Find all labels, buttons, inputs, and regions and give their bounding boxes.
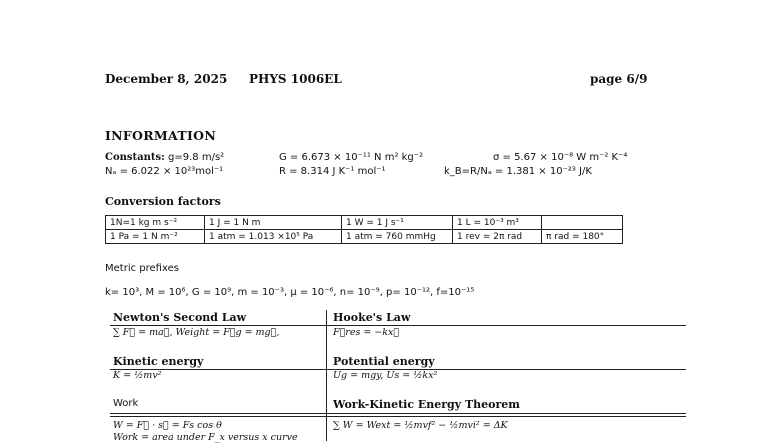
conversion-title: Conversion factors [105, 195, 221, 208]
work-equation: W = F⃗ · s⃗ = Fs cos θ [113, 420, 222, 431]
newton-title: Newton's Second Law [113, 311, 247, 324]
constant-G: G = 6.673 × 10⁻¹¹ N m² kg⁻² [279, 152, 424, 163]
constants-label: Constants: [105, 152, 165, 163]
table-cell: 1 atm = 760 mmHg [342, 230, 453, 244]
hooke-title: Hooke's Law [333, 311, 411, 324]
newton-equation: ∑ F⃗ = ma⃗, Weight = F⃗g = mg⃗, [113, 327, 280, 338]
constant-R: R = 8.314 J K⁻¹ mol⁻¹ [279, 166, 386, 177]
table-cell: 1 Pa = 1 N m⁻² [106, 230, 205, 244]
row-rule [110, 325, 686, 326]
metric-line: k= 10³, M = 10⁶, G = 10⁹, m = 10⁻³, μ = 10⁻⁶, n= 10⁻⁹, p= 10⁻¹², f=10⁻¹⁵ [105, 287, 475, 298]
row-rule-double [110, 416, 686, 417]
header-page: page 6/9 [590, 72, 648, 86]
table-row [106, 216, 623, 230]
constant-g: g=9.8 m/s² [168, 152, 225, 163]
constant-sigma: σ = 5.67 × 10⁻⁸ W m⁻² K⁻⁴ [493, 152, 628, 163]
table-cell: π rad = 180° [542, 230, 623, 244]
constants-row-1 [105, 152, 224, 163]
section-title: INFORMATION [105, 128, 217, 143]
table-row [106, 230, 623, 244]
table-cell: 1 rev = 2π rad [453, 230, 542, 244]
header-date: December 8, 2025 [105, 72, 228, 86]
constant-kB: k_B=R/Nₐ = 1.381 × 10⁻²³ J/K [444, 166, 592, 177]
table-cell [542, 216, 623, 230]
header-course: PHYS 1006EL [249, 72, 342, 86]
table-cell: 1 J = 1 N m [205, 216, 342, 230]
kinetic-energy-title: Kinetic energy [113, 355, 204, 368]
table-cell: 1 atm = 1.013 ×10⁵ Pa [205, 230, 342, 244]
kinetic-energy-equation: K = ½mv² [113, 370, 162, 381]
conversion-table [105, 215, 623, 244]
work-area-note: Work = area under F_x versus x curve [113, 432, 298, 443]
column-divider [326, 310, 327, 441]
table-cell: 1 L = 10⁻³ m³ [453, 216, 542, 230]
row-rule [110, 413, 686, 414]
constant-NA: Nₐ = 6.022 × 10²³mol⁻¹ [105, 166, 224, 177]
metric-title: Metric prefixes [105, 263, 179, 274]
table-cell: 1 W = 1 J s⁻¹ [342, 216, 453, 230]
work-title: Work [113, 398, 139, 409]
potential-energy-title: Potential energy [333, 355, 435, 368]
work-ke-equation: ∑ W = Wext = ½mvf² − ½mvi² = ΔK [333, 420, 508, 431]
potential-energy-equation: Ug = mgy, Us = ½kx² [333, 370, 438, 381]
work-ke-theorem-title: Work-Kinetic Energy Theorem [333, 398, 520, 411]
table-cell: 1N=1 kg m s⁻² [106, 216, 205, 230]
hooke-equation: F⃗res = −kx⃗ [333, 327, 400, 338]
